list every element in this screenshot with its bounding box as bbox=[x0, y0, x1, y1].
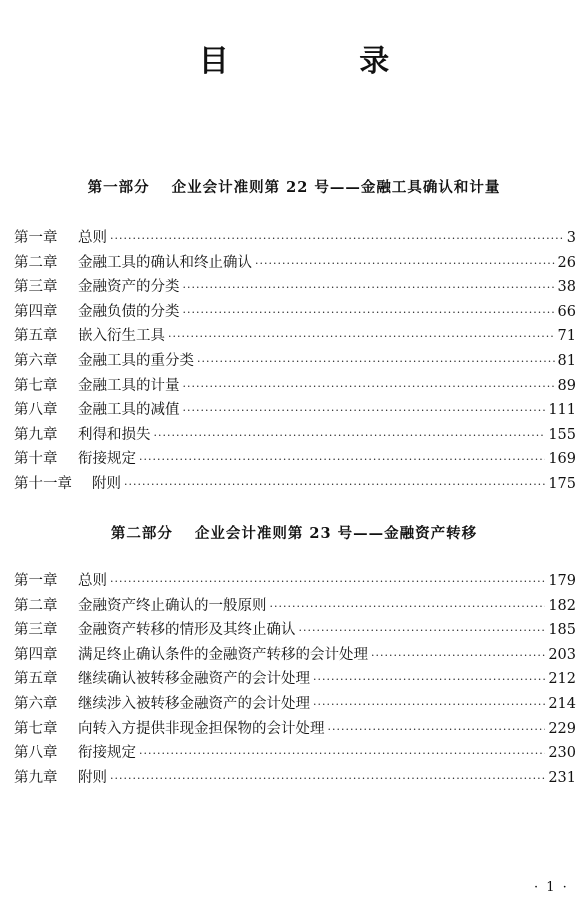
page-number: 155 bbox=[548, 426, 576, 443]
dot-leader bbox=[110, 227, 564, 252]
chapter-title: 嵌入衍生工具 bbox=[78, 328, 165, 345]
chapter-title: 金融工具的重分类 bbox=[78, 352, 194, 369]
toc-entry[interactable] bbox=[14, 300, 576, 325]
page-number: 185 bbox=[548, 622, 576, 639]
toc-entry[interactable] bbox=[14, 692, 576, 717]
dot-leader bbox=[197, 350, 555, 375]
page-number: 38 bbox=[557, 279, 576, 296]
page-number: 89 bbox=[557, 377, 576, 394]
dot-leader bbox=[313, 668, 545, 693]
chapter-number: 第八章 bbox=[14, 745, 58, 762]
dot-leader bbox=[183, 399, 546, 424]
dot-leader bbox=[255, 252, 555, 277]
chapter-number: 第九章 bbox=[14, 769, 58, 786]
page-number: 3 bbox=[566, 230, 576, 246]
chapter-number: 第八章 bbox=[14, 402, 58, 419]
toc-entry[interactable] bbox=[14, 741, 576, 766]
page-number: 231 bbox=[548, 769, 576, 786]
chapter-number: 第一章 bbox=[14, 230, 58, 246]
toc-entry[interactable] bbox=[14, 594, 576, 619]
toc-entry[interactable] bbox=[14, 251, 576, 276]
chapter-number: 第一章 bbox=[14, 573, 58, 589]
toc-entry[interactable] bbox=[14, 717, 576, 742]
toc-entry[interactable] bbox=[14, 618, 576, 643]
page-number: 71 bbox=[557, 328, 576, 345]
toc-entry[interactable] bbox=[14, 398, 576, 423]
toc-entry[interactable] bbox=[14, 569, 576, 594]
part-heading-1 bbox=[0, 176, 588, 197]
page-number: 230 bbox=[548, 745, 576, 762]
chapter-number: 第十章 bbox=[14, 451, 58, 468]
chapter-number: 第三章 bbox=[14, 279, 58, 296]
chapter-title: 金融工具的计量 bbox=[78, 377, 180, 394]
toc-entry[interactable] bbox=[14, 667, 576, 692]
dot-leader bbox=[139, 742, 545, 767]
chapter-title: 衔接规定 bbox=[78, 745, 136, 762]
chapter-number: 第四章 bbox=[14, 646, 58, 663]
page-number: 179 bbox=[548, 573, 576, 589]
page-number: 169 bbox=[548, 451, 576, 468]
page-number: 26 bbox=[557, 254, 576, 271]
dot-leader bbox=[270, 595, 546, 620]
chapter-title: 金融资产转移的情形及其终止确认 bbox=[78, 622, 296, 639]
page-number: 111 bbox=[548, 402, 576, 419]
toc-list-part-1 bbox=[14, 226, 576, 497]
toc-entry[interactable] bbox=[14, 472, 576, 497]
toc-entry[interactable] bbox=[14, 766, 576, 791]
chapter-number: 第三章 bbox=[14, 622, 58, 639]
dot-leader bbox=[371, 644, 545, 669]
dot-leader bbox=[139, 448, 545, 473]
page-number: 212 bbox=[548, 671, 576, 688]
chapter-number: 第九章 bbox=[14, 426, 58, 443]
toc-entry[interactable] bbox=[14, 423, 576, 448]
part-heading-2 bbox=[0, 522, 588, 543]
chapter-title: 金融资产的分类 bbox=[78, 279, 180, 296]
dot-leader bbox=[328, 718, 546, 743]
chapter-title: 继续涉入被转移金融资产的会计处理 bbox=[78, 695, 310, 712]
toc-entry[interactable] bbox=[14, 447, 576, 472]
part-label: 第一部分 bbox=[87, 179, 150, 196]
chapter-number: 第七章 bbox=[14, 377, 58, 394]
toc-entry[interactable] bbox=[14, 324, 576, 349]
page-number: 175 bbox=[548, 475, 576, 492]
toc-entry[interactable] bbox=[14, 275, 576, 300]
chapter-title: 利得和损失 bbox=[78, 426, 151, 443]
dot-leader bbox=[110, 767, 545, 792]
toc-entry[interactable] bbox=[14, 349, 576, 374]
dot-leader bbox=[168, 325, 555, 350]
page-number: 229 bbox=[548, 720, 576, 737]
toc-entry[interactable] bbox=[14, 226, 576, 251]
toc-entry[interactable] bbox=[14, 643, 576, 668]
part-title: 企业会计准则第 23 号——金融资产转移 bbox=[194, 525, 478, 542]
chapter-title: 金融资产终止确认的一般原则 bbox=[78, 597, 267, 614]
chapter-title: 向转入方提供非现金担保物的会计处理 bbox=[78, 720, 325, 737]
dot-leader bbox=[299, 619, 546, 644]
toc-list-part-2 bbox=[14, 569, 576, 790]
page-number: 182 bbox=[548, 597, 576, 614]
chapter-number: 第十一章 bbox=[14, 475, 72, 492]
chapter-number: 第五章 bbox=[14, 328, 58, 345]
page-number: 66 bbox=[557, 303, 576, 320]
dot-leader bbox=[313, 693, 545, 718]
chapter-title: 总则 bbox=[78, 230, 107, 246]
dot-leader bbox=[183, 301, 555, 326]
page-title: 目 录 bbox=[198, 44, 450, 79]
page-number: 203 bbox=[548, 646, 576, 663]
chapter-title: 继续确认被转移金融资产的会计处理 bbox=[78, 671, 310, 688]
chapter-number: 第二章 bbox=[14, 254, 58, 271]
page-number: 214 bbox=[548, 695, 576, 712]
dot-leader bbox=[154, 424, 546, 449]
dot-leader bbox=[124, 473, 545, 498]
chapter-number: 第七章 bbox=[14, 720, 58, 737]
dot-leader bbox=[110, 570, 545, 595]
toc-entry[interactable] bbox=[14, 374, 576, 399]
page-number: 81 bbox=[557, 352, 576, 369]
chapter-number: 第四章 bbox=[14, 303, 58, 320]
chapter-title: 满足终止确认条件的金融资产转移的会计处理 bbox=[78, 646, 368, 663]
chapter-number: 第六章 bbox=[14, 352, 58, 369]
chapter-number: 第五章 bbox=[14, 671, 58, 688]
chapter-title: 金融工具的确认和终止确认 bbox=[78, 254, 252, 271]
page-footer-number: · 1 · bbox=[534, 880, 569, 895]
part-label: 第二部分 bbox=[110, 525, 173, 542]
chapter-title: 衔接规定 bbox=[78, 451, 136, 468]
chapter-number: 第二章 bbox=[14, 597, 58, 614]
chapter-title: 总则 bbox=[78, 573, 107, 589]
dot-leader bbox=[183, 375, 555, 400]
chapter-title: 附则 bbox=[78, 769, 107, 786]
chapter-title: 附则 bbox=[92, 475, 121, 492]
chapter-number: 第六章 bbox=[14, 695, 58, 712]
dot-leader bbox=[183, 276, 555, 301]
part-title: 企业会计准则第 22 号——金融工具确认和计量 bbox=[171, 179, 501, 196]
chapter-title: 金融工具的减值 bbox=[78, 402, 180, 419]
chapter-title: 金融负债的分类 bbox=[78, 303, 180, 320]
